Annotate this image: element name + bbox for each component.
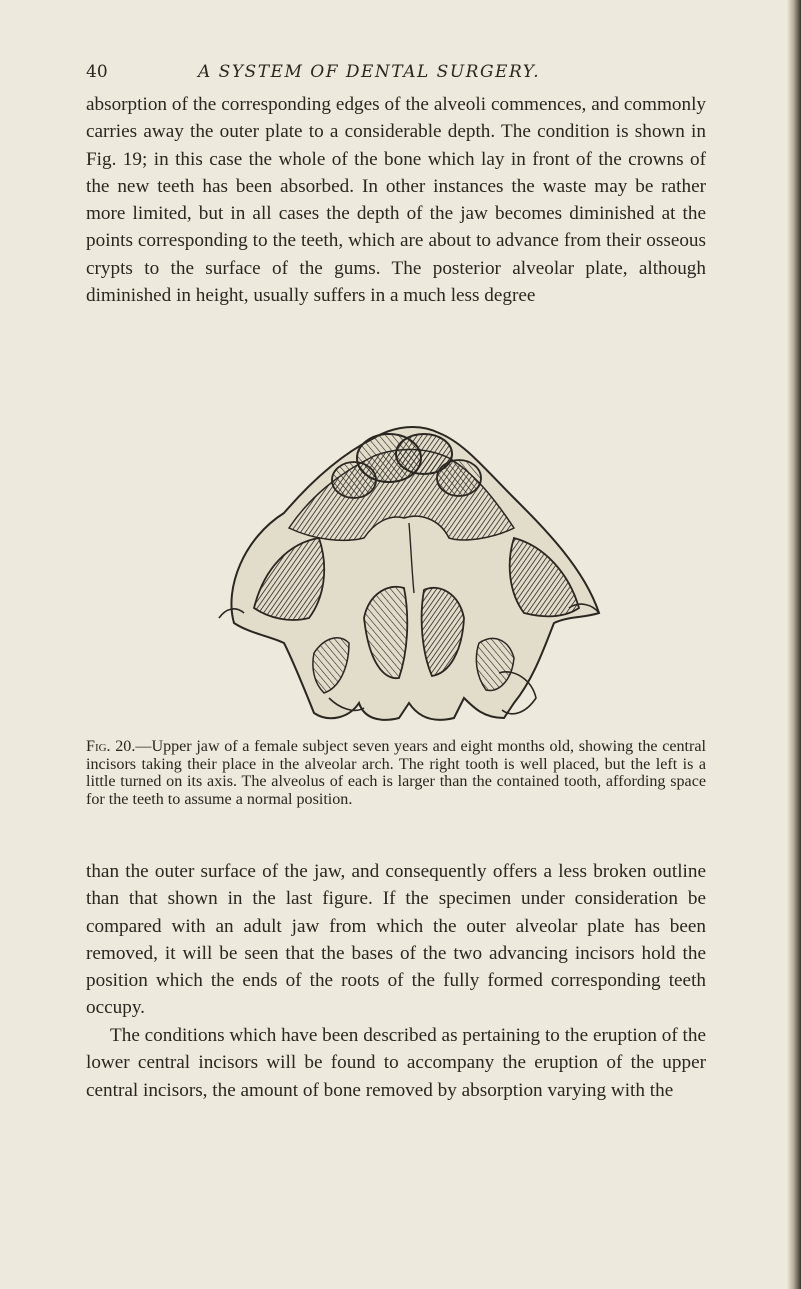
running-head: A SYSTEM OF DENTAL SURGERY. <box>198 62 541 82</box>
page-number: 40 <box>86 62 108 82</box>
figure-label: Fig. 20. <box>86 738 136 755</box>
body-paragraph-2: than the outer surface of the jaw, and consequently offers a less broken outline than that shown in the last figure. If the specimen under consideration be compared with an adult jaw from which the outer alveolar plate has been removed, it will be seen that the bases of the two advancing incisors hold the position which the ends of the roots of the fully formed corresponding teeth occupy. <box>86 861 706 1019</box>
body-paragraph-1: absorption of the corresponding edges of the alveoli commences, and commonly carries away the outer plate to a considerable depth. The condition is shown in Fig. 19; in this case the whole of the bone which lay in front of the crowns of the new teeth has been absorbed. In other instances the waste may be rather more limited, but in all cases the depth of the jaw becomes diminished at the points corresponding to the teeth, which are about to advance from their osseous crypts to the surface of the gums. The posterior alveolar plate, although diminished in height, usually suffers in a much less degree <box>86 94 706 307</box>
figure-caption-text: —Upper jaw of a female subject seven years and eight months old, showing the central incisors taking their place in the alveolar arch. The right tooth is well placed, but the left is a little turned on its axis. The alveolus of each is larger than the contained tooth, affording space for the teeth to assume a normal position. <box>86 738 706 808</box>
figure-caption <box>86 738 706 808</box>
page-header <box>86 62 706 86</box>
figure-20-illustration <box>214 418 604 730</box>
page-edge-shadow <box>787 0 801 1289</box>
jaw-engraving <box>214 418 604 730</box>
body-paragraph-3: The conditions which have been described as pertaining to the eruption of the lower central incisors will be found to accompany the eruption of the upper central incisors, the amount of bone removed by absorption varying with the <box>86 1025 706 1101</box>
